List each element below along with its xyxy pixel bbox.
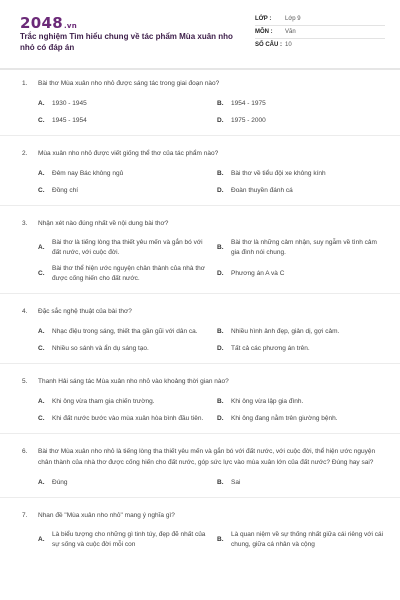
- option-letter: B.: [217, 536, 224, 543]
- answer-options: [22, 477, 386, 488]
- quiz-title: Trắc nghiệm Tìm hiểu chung về tác phẩm Mùa xuân nho nhỏ có đáp án: [20, 32, 233, 52]
- question-divider: [0, 497, 400, 498]
- answer-options: [22, 98, 386, 126]
- meta-value: Văn: [285, 29, 296, 35]
- option-letter: B.: [217, 244, 224, 251]
- option-letter: B.: [217, 478, 224, 486]
- option-text: 1954 - 1975: [231, 99, 266, 107]
- meta-key: MÔN :: [255, 29, 273, 35]
- meta-row-count: [255, 39, 385, 51]
- question-divider: [0, 205, 400, 206]
- option-text: Bài thơ là tiếng lòng tha thiết yêu mến và gắn bó với đất nước, với cuộc đời.: [52, 239, 203, 256]
- option-letter: D.: [217, 116, 224, 124]
- quiz-meta: [255, 13, 385, 51]
- question-text-row: [22, 510, 386, 521]
- answer-option[interactable]: [38, 98, 207, 109]
- option-text: Đồng chí: [52, 186, 79, 194]
- answer-option[interactable]: [217, 115, 386, 126]
- option-letter: B.: [217, 327, 224, 335]
- option-letter: A.: [38, 244, 45, 251]
- question-text-row: [22, 306, 386, 317]
- option-letter: C.: [38, 186, 45, 194]
- option-letter: B.: [217, 169, 224, 177]
- option-text: Đêm nay Bác không ngủ: [52, 169, 124, 177]
- option-text: Đoàn thuyền đánh cá: [231, 186, 293, 194]
- question-item: [0, 148, 400, 206]
- answer-option[interactable]: [217, 326, 386, 337]
- question-text: Mùa xuân nho nhỏ được viết giống thể thơ của tác phẩm nào?: [38, 150, 219, 157]
- question-text-row: [22, 218, 386, 229]
- answer-option[interactable]: [38, 396, 207, 407]
- answer-options: [22, 238, 386, 284]
- question-divider: [0, 433, 400, 434]
- question-text: Nhan đề "Mùa xuân nho nhỏ" mang ý nghĩa gì?: [38, 512, 175, 519]
- question-item: [0, 446, 400, 498]
- answer-option[interactable]: [38, 238, 207, 258]
- question-text-row: [22, 376, 386, 387]
- answer-option[interactable]: [38, 343, 207, 354]
- option-letter: A.: [38, 327, 45, 335]
- question-item: [0, 78, 400, 136]
- answer-option[interactable]: [217, 477, 386, 488]
- header-divider: [0, 68, 400, 70]
- answer-option[interactable]: [217, 396, 386, 407]
- logo-main: 2048: [20, 14, 63, 32]
- answer-option[interactable]: [217, 185, 386, 196]
- question-divider: [0, 135, 400, 136]
- option-text: Khi ông đang nằm trên giường bệnh.: [231, 414, 338, 422]
- question-text: Bài thơ Mùa xuân nho nhỏ là tiếng lòng tha thiết yêu mến và gắn bó với đất nước, với cuộc đời, thể hiện ước nguyện chân thành của nhà thơ được cống hiến cho đất nước, góp sức lực vào mùa xuân lớn của đất nước? Đúng hay sai?: [38, 448, 376, 466]
- answer-option[interactable]: [217, 530, 386, 550]
- page-header: [0, 0, 400, 64]
- option-text: Là quan niệm về sự thống nhất giữa cái riêng với cái chung, giữa cá nhân và cộng: [231, 531, 384, 548]
- option-letter: A.: [38, 397, 45, 405]
- option-text: Bài thơ là những cảm nhận, suy ngẫm về tình cảm gia đình nói chung.: [231, 239, 377, 256]
- question-list: [0, 78, 400, 562]
- option-text: Nhiều hình ảnh đẹp, giản dị, gợi cảm.: [231, 327, 340, 335]
- site-logo[interactable]: [20, 14, 77, 32]
- meta-row-class: [255, 13, 385, 26]
- option-text: Sai: [231, 478, 241, 486]
- answer-option[interactable]: [38, 264, 207, 284]
- question-number: 2.: [22, 150, 28, 157]
- answer-option[interactable]: [38, 326, 207, 337]
- option-letter: B.: [217, 397, 224, 405]
- question-number: 6.: [22, 448, 28, 455]
- question-number: 4.: [22, 308, 28, 315]
- question-text: Đặc sắc nghệ thuật của bài thơ?: [38, 308, 132, 315]
- answer-options: [22, 396, 386, 424]
- answer-options: [22, 530, 386, 550]
- answer-option[interactable]: [217, 98, 386, 109]
- question-text-row: [22, 78, 386, 89]
- answer-option[interactable]: [217, 343, 386, 354]
- option-text: Là biểu tượng cho những gì tinh túy, đẹp đẽ nhất của sự sống và cuộc đời mỗi con: [52, 531, 206, 548]
- answer-option[interactable]: [38, 115, 207, 126]
- meta-value: Lớp 9: [285, 16, 301, 22]
- question-number: 7.: [22, 512, 28, 519]
- question-item: [0, 376, 400, 434]
- option-text: Bài thơ về tiểu đội xe không kính: [231, 169, 326, 177]
- question-number: 5.: [22, 378, 28, 385]
- answer-option[interactable]: [38, 168, 207, 179]
- option-letter: C.: [38, 344, 45, 352]
- option-letter: C.: [38, 414, 45, 422]
- question-item: [0, 218, 400, 294]
- question-text: Bài thơ Mùa xuân nho nhỏ được sáng tác trong giai đoạn nào?: [38, 80, 220, 87]
- answer-option[interactable]: [38, 185, 207, 196]
- answer-option[interactable]: [217, 413, 386, 424]
- option-text: 1930 - 1945: [52, 99, 87, 107]
- answer-option[interactable]: [38, 413, 207, 424]
- option-text: Phương án A và C: [231, 270, 285, 277]
- question-divider: [0, 363, 400, 364]
- answer-option[interactable]: [38, 530, 207, 550]
- option-text: 1975 - 2000: [231, 116, 266, 124]
- meta-key: SỐ CÂU :: [255, 42, 282, 48]
- option-text: Tất cả các phương án trên.: [231, 344, 310, 352]
- option-letter: D.: [217, 414, 224, 422]
- option-text: Đúng: [52, 478, 68, 486]
- answer-options: [22, 168, 386, 196]
- question-item: [0, 306, 400, 364]
- option-text: Khi ông vừa tham gia chiến trường.: [52, 397, 155, 405]
- answer-option[interactable]: [217, 264, 386, 284]
- option-text: 1945 - 1954: [52, 116, 87, 124]
- question-text: Nhận xét nào đúng nhất về nội dung bài thơ?: [38, 220, 169, 227]
- option-letter: D.: [217, 186, 224, 194]
- answer-option[interactable]: [38, 477, 207, 488]
- option-letter: A.: [38, 169, 45, 177]
- option-letter: A.: [38, 536, 45, 543]
- option-text: Khi ông vừa lập gia đình.: [231, 397, 304, 405]
- option-text: Khi đất nước bước vào mùa xuân hòa bình đầu tiên.: [52, 414, 204, 422]
- question-divider: [0, 293, 400, 294]
- answer-option[interactable]: [217, 238, 386, 258]
- question-text-row: [22, 148, 386, 159]
- option-letter: D.: [217, 270, 224, 277]
- meta-key: LỚP :: [255, 16, 272, 22]
- option-text: Nhiều so sánh và ẩn dụ sáng tạo.: [52, 344, 149, 352]
- question-text: Thanh Hải sáng tác Mùa xuân nho nhỏ vào khoảng thời gian nào?: [38, 378, 229, 385]
- question-text-row: [22, 446, 386, 468]
- option-text: Bài thơ thể hiện ước nguyện chân thành của nhà thơ được cống hiến cho đất nước.: [52, 265, 206, 282]
- option-letter: A.: [38, 99, 45, 107]
- logo-tld: .vn: [63, 22, 78, 30]
- option-letter: B.: [217, 99, 224, 107]
- option-letter: A.: [38, 478, 45, 486]
- question-number: 3.: [22, 220, 28, 227]
- option-letter: C.: [38, 116, 45, 124]
- meta-value: 10: [285, 42, 292, 48]
- option-text: Nhạc điệu trong sáng, thiết tha gần gũi với dân ca.: [52, 327, 198, 335]
- answer-option[interactable]: [217, 168, 386, 179]
- answer-options: [22, 326, 386, 354]
- question-number: 1.: [22, 80, 28, 87]
- meta-row-subject: [255, 26, 385, 39]
- option-letter: D.: [217, 344, 224, 352]
- question-item: [0, 510, 400, 550]
- option-letter: C.: [38, 270, 45, 277]
